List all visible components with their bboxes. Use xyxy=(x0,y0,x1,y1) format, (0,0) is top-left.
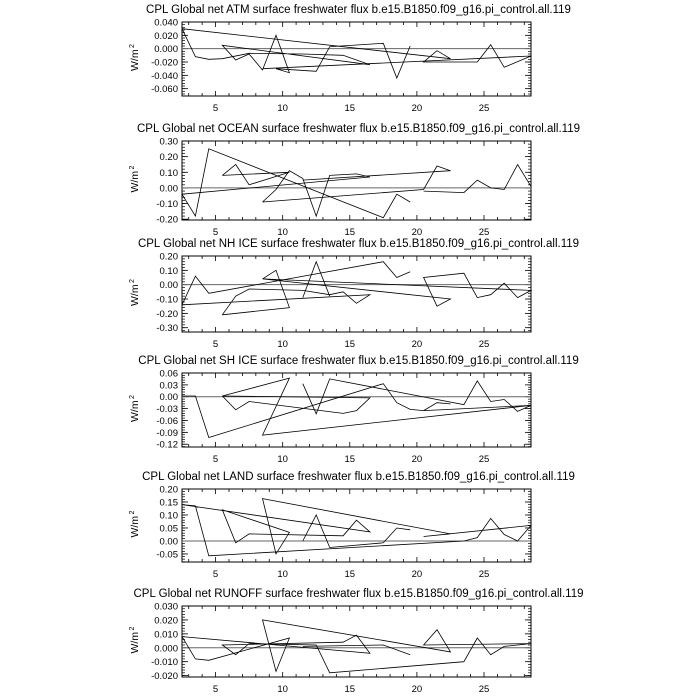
series-line xyxy=(182,149,410,218)
x-tick-label: 10 xyxy=(277,103,288,114)
panel-title: CPL Global net NH ICE surface freshwater flux b.e15.B1850.f09_g16.pi_control.all.119 xyxy=(137,238,580,250)
x-tick-label: 25 xyxy=(478,339,490,350)
series-line xyxy=(182,499,531,556)
y-tick-label: 0.000 xyxy=(154,643,178,655)
x-tick-label: 20 xyxy=(411,454,423,465)
y-axis-label: W/m xyxy=(129,631,141,654)
x-tick-label: 5 xyxy=(212,569,219,580)
x-tick-label: 25 xyxy=(478,569,490,580)
series-line xyxy=(222,378,531,435)
y-tick-label: 0.00 xyxy=(159,536,178,548)
x-tick-label: 5 xyxy=(212,684,219,695)
x-tick-label: 15 xyxy=(344,569,356,580)
y-tick-label: 0.00 xyxy=(159,392,178,404)
panel-1 xyxy=(129,4,571,114)
y-tick-label: -0.30 xyxy=(156,323,178,335)
y-tick-label: -0.060 xyxy=(151,84,178,96)
panel-title: CPL Global net LAND surface freshwater flux b.e15.B1850.f09_g16.pi_control.all.119 xyxy=(142,471,575,483)
x-tick-label: 5 xyxy=(212,227,219,238)
x-tick-label: 20 xyxy=(411,227,423,238)
y-tick-label: 0.000 xyxy=(154,44,178,56)
y-axis-label: W/m xyxy=(129,49,141,71)
series-line xyxy=(222,270,289,315)
x-tick-label: 20 xyxy=(411,569,423,580)
x-tick-label: 15 xyxy=(344,227,356,238)
y-tick-label: -0.20 xyxy=(156,308,178,320)
x-tick-label: 15 xyxy=(344,339,356,350)
y-tick-label: -0.020 xyxy=(151,671,178,683)
y-tick-label: 0.010 xyxy=(154,629,178,641)
y-tick-label: 0.20 xyxy=(159,251,178,263)
y-tick-label: 0.06 xyxy=(159,368,178,380)
x-tick-label: 15 xyxy=(344,103,356,114)
y-tick-label: 0.00 xyxy=(159,183,178,195)
y-tick-label: 0.30 xyxy=(159,136,178,148)
panel-6 xyxy=(129,588,584,695)
x-tick-label: 25 xyxy=(478,684,490,695)
x-tick-label: 20 xyxy=(411,684,423,695)
y-tick-label: -0.03 xyxy=(156,404,178,416)
panel-4 xyxy=(129,355,579,465)
x-tick-label: 25 xyxy=(478,227,490,238)
x-tick-label: 10 xyxy=(277,684,288,695)
series-line xyxy=(182,620,531,673)
y-tick-label: -0.10 xyxy=(156,294,178,306)
x-tick-label: 5 xyxy=(212,103,219,114)
y-tick-label: -0.20 xyxy=(156,214,178,226)
x-tick-label: 25 xyxy=(478,103,490,114)
panel-title: CPL Global net OCEAN surface freshwater flux b.e15.B1850.f09_g16.pi_control.all.119 xyxy=(136,123,581,135)
plot-frame xyxy=(182,489,531,562)
y-tick-label: -0.040 xyxy=(151,70,178,82)
x-tick-label: 10 xyxy=(277,454,288,465)
y-axis-label-superscript: 2 xyxy=(129,165,136,170)
panel-title: CPL Global net RUNOFF surface freshwater flux b.e15.B1850.f09_g16.pi_control.all.119 xyxy=(133,588,584,600)
series-line xyxy=(263,273,532,306)
panel-5 xyxy=(129,471,575,580)
x-tick-label: 20 xyxy=(411,339,423,350)
y-axis-label: W/m xyxy=(129,515,141,538)
plot-frame xyxy=(182,256,531,332)
y-tick-label: 0.05 xyxy=(159,523,178,535)
y-tick-label: 0.10 xyxy=(159,167,178,179)
y-axis-label-superscript: 2 xyxy=(129,395,136,399)
y-tick-label: 0.020 xyxy=(154,615,178,627)
y-tick-label: 0.20 xyxy=(159,152,178,164)
y-axis-label: W/m xyxy=(129,400,141,422)
y-tick-label: 0.03 xyxy=(159,380,178,392)
x-tick-label: 10 xyxy=(277,339,288,350)
y-tick-label: 0.030 xyxy=(154,601,178,613)
y-tick-label: -0.06 xyxy=(156,415,178,427)
y-axis-label-superscript: 2 xyxy=(129,510,136,515)
y-axis-label-superscript: 2 xyxy=(129,44,136,48)
y-tick-label: 0.20 xyxy=(159,484,178,496)
y-axis-label: W/m xyxy=(129,284,141,306)
x-tick-label: 5 xyxy=(212,454,219,465)
x-tick-label: 15 xyxy=(344,454,356,465)
y-axis-label-superscript: 2 xyxy=(129,279,136,283)
y-tick-label: 0.00 xyxy=(159,280,178,292)
y-tick-label: -0.09 xyxy=(156,427,178,439)
y-axis-label-superscript: 2 xyxy=(129,626,136,631)
panel-title: CPL Global net SH ICE surface freshwater flux b.e15.B1850.f09_g16.pi_control.all.119 xyxy=(138,355,579,367)
x-tick-label: 10 xyxy=(277,569,288,580)
x-tick-label: 25 xyxy=(478,454,490,465)
y-tick-label: -0.020 xyxy=(151,57,178,69)
y-tick-label: 0.040 xyxy=(154,17,178,29)
x-tick-label: 15 xyxy=(344,684,356,695)
y-tick-label: -0.010 xyxy=(151,657,178,669)
y-tick-label: 0.10 xyxy=(159,510,178,522)
series-line xyxy=(182,29,410,78)
y-tick-label: 0.15 xyxy=(159,497,178,509)
y-tick-label: 0.020 xyxy=(154,30,178,42)
x-tick-label: 20 xyxy=(411,103,423,114)
panel-3 xyxy=(129,238,579,350)
x-tick-label: 10 xyxy=(277,227,288,238)
panel-2 xyxy=(129,123,580,238)
panel-title: CPL Global net ATM surface freshwater flux b.e15.B1850.f09_g16.pi_control.all.119 xyxy=(146,4,571,16)
x-tick-label: 5 xyxy=(212,339,219,350)
y-axis-label: W/m xyxy=(129,170,141,193)
y-tick-label: -0.05 xyxy=(156,549,178,561)
y-tick-label: -0.10 xyxy=(156,199,178,211)
y-tick-label: 0.10 xyxy=(159,265,178,277)
y-tick-label: -0.12 xyxy=(156,439,178,451)
